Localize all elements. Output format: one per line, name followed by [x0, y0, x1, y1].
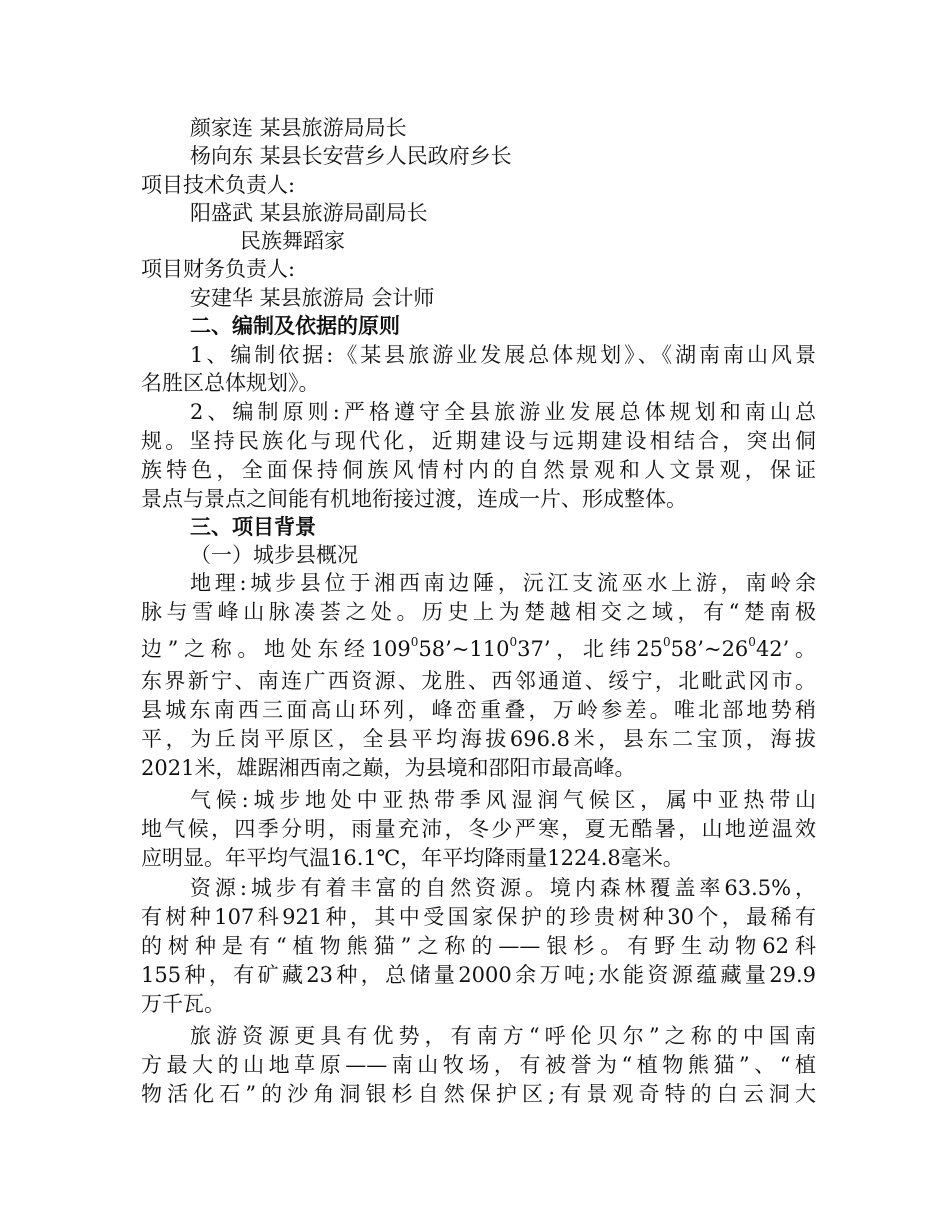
- coord-text: 58’~110: [418, 637, 510, 661]
- section-2-p2-line: 景点与景点之间能有机地衔接过渡，连成一片、形成整体。: [141, 487, 687, 511]
- tourism-line: 物活化石”的沙角洞银杉自然保护区;有景观奇特的白云洞大: [141, 1082, 816, 1106]
- degree-mark: 0: [410, 635, 419, 649]
- geography-line: 平，为丘岗平原区，全县平均海拔696.8米，县东二宝顶，海拔: [141, 727, 816, 751]
- geography-line: 县城东南西三面高山环列，峰峦重叠，万岭参差。唯北部地势稍: [141, 698, 816, 722]
- degree-mark: 0: [662, 635, 671, 649]
- climate-line: 气候:城步地处中亚热带季风湿润气候区，属中亚热带山: [190, 788, 816, 812]
- section-3-heading: 三、项目背景: [190, 515, 316, 539]
- degree-mark: 0: [509, 635, 518, 649]
- geography-line: 东界新宁、南连广西资源、龙胜、西邻通道、绥宁，北毗武冈市。: [141, 669, 816, 693]
- personnel-line-2: 杨向东 某县长安营乡人民政府乡长: [190, 144, 512, 168]
- degree-mark: 0: [748, 635, 756, 649]
- tourism-line: 方最大的山地草原——南山牧场，有被誉为“植物熊猫”、“植: [141, 1053, 816, 1077]
- personnel-line-4: 安建华 某县旅游局 会计师: [190, 286, 435, 310]
- section-2-p1-line: 名胜区总体规划》。: [141, 371, 320, 395]
- finance-lead-heading: 项目财务负责人:: [141, 257, 296, 281]
- geography-line: 2021米，雄踞湘西南之巅，为县境和邵阳市最高峰。: [141, 756, 636, 780]
- coord-text: 37’，北纬25: [517, 637, 663, 661]
- personnel-line-3: 阳盛武 某县旅游局副局长: [190, 201, 428, 225]
- climate-line: 应明显。年平均气温16.1℃，年平均降雨量1224.8毫米。: [141, 846, 684, 870]
- coord-text: 边”之称。地处东经109: [141, 637, 411, 661]
- resources-line: 资源:城步有着丰富的自然资源。境内森林覆盖率63.5%，: [190, 876, 816, 900]
- climate-line: 地气候，四季分明，雨量充沛，冬少严寒，夏无酷暑，山地逆温效: [141, 817, 816, 841]
- coord-text: 42’。: [755, 637, 816, 661]
- tech-lead-heading: 项目技术负责人:: [141, 173, 296, 197]
- resources-line: 万千瓦。: [141, 992, 225, 1016]
- tourism-line: 旅游资源更具有优势，有南方“呼伦贝尔”之称的中国南: [190, 1024, 816, 1048]
- personnel-line-3-title: 民族舞蹈家: [240, 229, 345, 253]
- resources-line: 有树种107科921种，其中受国家保护的珍贵树种30个，最稀有: [141, 905, 816, 929]
- section-2-p2-line: 规。坚持民族化与现代化，近期建设与远期建设相结合，突出侗: [141, 429, 816, 453]
- personnel-line-1: 颜家连 某县旅游局局长: [190, 116, 407, 140]
- section-2-p2-line: 族特色，全面保持侗族风情村内的自然景观和人文景观，保证: [141, 458, 816, 482]
- resources-line: 的树种是有“植物熊猫”之称的——银杉。有野生动物62科: [141, 934, 816, 958]
- section-2-p1-line: 1、编制依据:《某县旅游业发展总体规划》、《湖南南山风景: [190, 343, 816, 367]
- resources-line: 155种，有矿藏23种，总储量2000余万吨;水能资源蕴藏量29.9: [141, 963, 816, 987]
- geography-coordinates-line: [141, 634, 816, 664]
- coord-text: 58’~26: [670, 637, 749, 661]
- geography-line: 脉与雪峰山脉凑荟之处。历史上为楚越相交之域，有“楚南极: [141, 600, 816, 624]
- section-2-p2-line: 2、编制原则:严格遵守全县旅游业发展总体规划和南山总: [190, 400, 816, 424]
- section-2-heading: 二、编制及依据的原则: [190, 314, 400, 338]
- geography-line: 地理:城步县位于湘西南边陲，沅江支流巫水上游，南岭余: [190, 571, 816, 595]
- subsection-heading: （一）城步县概况: [190, 543, 358, 567]
